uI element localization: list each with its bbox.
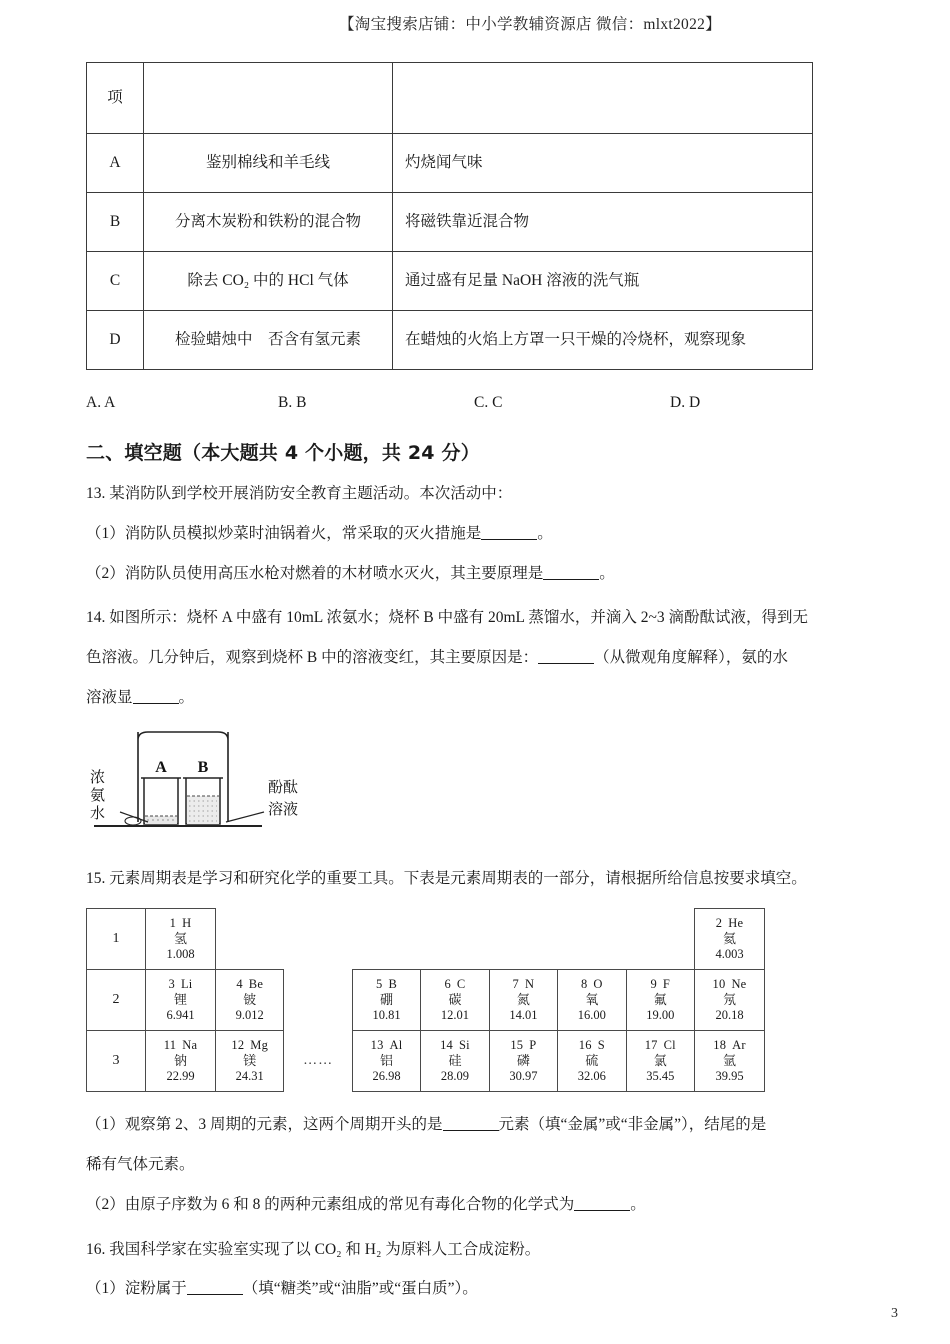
row-key-b: B <box>87 193 144 252</box>
element-cell-c <box>421 970 489 1031</box>
figure-label-right: 酚酞 溶液 <box>268 779 299 818</box>
empty-cell <box>626 909 694 970</box>
element-name-na: 钠 <box>173 1053 187 1069</box>
q14-line3 <box>86 682 872 714</box>
element-symbol-li: Li <box>180 976 193 991</box>
q13-part2-blank[interactable] <box>543 563 599 580</box>
q14-blank-reason[interactable] <box>538 648 594 665</box>
periodic-row-2 <box>87 970 765 1031</box>
element-number-c: 6 <box>444 976 451 991</box>
element-name-ar: 氩 <box>722 1053 736 1069</box>
element-number-be: 4 <box>236 976 243 991</box>
table-header-key: 项 <box>87 63 144 134</box>
periodic-table-ellipsis: …… <box>303 1053 334 1069</box>
empty-cell <box>284 970 352 1031</box>
empty-cell <box>352 909 420 970</box>
element-symbol-be: Be <box>248 976 264 991</box>
q13-part1-period: 。 <box>537 524 553 542</box>
choice-d[interactable]: D. D <box>670 394 701 411</box>
element-symbol-s: S <box>597 1037 605 1052</box>
element-symbol-b: B <box>388 976 398 991</box>
q15-part1-after: 元素（填“金属”或“非金属”），结尾的是 <box>498 1116 767 1134</box>
periodic-row-3 <box>87 1031 765 1092</box>
element-mass-be: 9.012 <box>235 1008 264 1023</box>
element-symbol-h: H <box>182 915 192 930</box>
periodic-table <box>86 908 765 1096</box>
element-symbol-p: P <box>529 1037 537 1052</box>
row-middle-d: 检验蜡烛中 否含有氢元素 <box>144 311 393 370</box>
periodic-row-1 <box>87 909 765 970</box>
row-key-c: C <box>87 252 144 311</box>
element-number-h: 1 <box>169 915 177 930</box>
element-mass-s: 32.06 <box>577 1069 606 1084</box>
element-mass-h: 1.008 <box>166 947 195 962</box>
row-last-d: 在蜡烛的火焰上方罩一只干燥的冷烧杯，观察现象 <box>393 311 813 370</box>
table-header-middle <box>144 63 393 134</box>
element-name-mg: 镁 <box>243 1053 257 1069</box>
element-cell-na <box>146 1031 216 1092</box>
choice-b[interactable]: B. B <box>278 394 307 411</box>
q13-stem: 13. 某消防队到学校开展消防安全教育主题活动。本次活动中： <box>86 485 513 502</box>
q16-part1 <box>86 1273 872 1305</box>
q15-stem: 15. 元素周期表是学习和研究化学的重要工具。下表是元素周期表的一部分，请根据所给信息按要求填空。 <box>86 869 807 887</box>
empty-cell <box>421 909 489 970</box>
element-number-f: 9 <box>650 976 657 991</box>
element-name-f: 氟 <box>653 992 667 1008</box>
q15-blank-metal[interactable] <box>443 1115 499 1132</box>
element-name-li: 锂 <box>173 992 187 1008</box>
element-number-s: 16 <box>578 1037 592 1052</box>
ammonia-diffusion-figure <box>86 730 386 850</box>
element-cell-al <box>352 1031 420 1092</box>
element-symbol-ne: Ne <box>731 976 747 991</box>
q13-part2-text: （2）消防队员使用高压水枪对燃着的木材喷水灭火，其主要原理是 <box>86 564 544 582</box>
element-symbol-cl: Cl <box>663 1037 676 1052</box>
element-cell-ar <box>695 1031 765 1092</box>
element-mass-mg: 24.31 <box>235 1069 264 1084</box>
element-name-cl: 氯 <box>653 1053 667 1069</box>
element-symbol-al: Al <box>389 1037 403 1052</box>
element-cell-cl <box>626 1031 694 1092</box>
empty-cell <box>489 909 557 970</box>
element-number-mg: 12 <box>231 1037 245 1052</box>
element-number-na: 11 <box>163 1037 177 1052</box>
period-label-3: 3 <box>87 1031 146 1092</box>
element-mass-ne: 20.18 <box>715 1008 744 1023</box>
element-cell-o <box>558 970 626 1031</box>
q15-part1-line2: 稀有气体元素。 <box>86 1156 195 1174</box>
q14-line3-before: 溶液显 <box>86 688 133 706</box>
leader-line-right-icon <box>226 812 264 822</box>
element-mass-b: 10.81 <box>372 1008 401 1023</box>
element-symbol-na: Na <box>182 1037 198 1052</box>
element-name-b: 硼 <box>380 992 394 1008</box>
row-middle-b: 分离木炭粉和铁粉的混合物 <box>144 193 393 252</box>
q13-part1-text: （1）消防队员模拟炒菜时油锅着火，常采取的灭火措施是 <box>86 524 482 542</box>
element-symbol-he: He <box>728 915 744 930</box>
element-name-n: 氮 <box>516 992 530 1008</box>
q13-part1-blank[interactable] <box>481 523 537 540</box>
element-mass-ar: 39.95 <box>715 1069 744 1084</box>
element-number-he: 2 <box>715 915 723 930</box>
q14-blank-ph[interactable] <box>133 687 179 704</box>
element-cell-h <box>146 909 216 970</box>
element-mass-c: 12.01 <box>440 1008 470 1023</box>
row-middle-c: 除去 CO₂ 中的 HCl 气体 <box>144 252 393 311</box>
beaker-diagram-svg <box>86 730 386 850</box>
q15-part2-before: （2）由原子序数为 6 和 8 的两种元素组成的常见有毒化合物的化学式为 <box>86 1195 575 1213</box>
element-cell-he <box>695 909 765 970</box>
element-cell-li <box>146 970 216 1031</box>
element-number-n: 7 <box>512 976 519 991</box>
element-symbol-n: N <box>525 976 535 991</box>
q15-part2-after: 。 <box>630 1195 646 1213</box>
empty-cell <box>216 909 284 970</box>
q14-line2 <box>86 642 872 674</box>
element-symbol-si: Si <box>459 1037 470 1052</box>
table-row <box>87 311 813 370</box>
element-cell-s <box>558 1031 626 1092</box>
section-heading: 二、填空题（本大题共 4 个小题，共 24 分） <box>86 442 480 464</box>
beaker-a-label: A <box>155 758 167 776</box>
periodic-table-grid <box>86 908 765 1092</box>
element-name-c: 碳 <box>448 992 462 1008</box>
element-mass-f: 19.00 <box>646 1008 675 1023</box>
q14-line3-after: 。 <box>178 688 195 706</box>
beaker-b-label: B <box>197 758 209 776</box>
q15-part1 <box>86 1109 872 1141</box>
row-key-d: D <box>87 311 144 370</box>
table-header-last <box>393 63 813 134</box>
element-symbol-f: F <box>662 976 671 991</box>
element-name-p: 磷 <box>516 1053 530 1069</box>
element-cell-f <box>626 970 694 1031</box>
row-last-a: 灼烧闻气味 <box>393 134 813 193</box>
element-name-al: 铝 <box>380 1053 394 1069</box>
element-number-al: 13 <box>370 1037 384 1052</box>
row-key-a: A <box>87 134 144 193</box>
q14-line2-after: （从微观角度解释），氨的水 <box>594 649 788 667</box>
q16-stem: 16. 我国科学家在实验室实现了以 CO₂ 和 H₂ 为原料人工合成淀粉。 <box>86 1240 541 1258</box>
q13-part1 <box>86 518 872 550</box>
element-number-li: 3 <box>168 976 175 991</box>
table-row <box>87 193 813 252</box>
element-mass-he: 4.003 <box>715 947 744 962</box>
element-number-o: 8 <box>580 976 588 991</box>
q14-line1: 14. 如图所示：烧杯 A 中盛有 10mL 浓氨水；烧杯 B 中盛有 20mL 蒸馏水，并滴入 2~3 滴酚酞试液，得到无 <box>86 609 808 627</box>
page-content <box>86 62 872 1305</box>
element-number-p: 15 <box>510 1037 524 1052</box>
period-label-1: 1 <box>87 909 146 970</box>
element-mass-cl: 35.45 <box>646 1069 675 1084</box>
option-table <box>86 62 813 370</box>
element-mass-na: 22.99 <box>166 1069 195 1084</box>
q14-line2-before: 色溶液。几分钟后，观察到烧杯 B 中的溶液变红，其主要原因是： <box>86 649 539 667</box>
empty-cell <box>284 909 352 970</box>
row-middle-a: 鉴别棉线和羊毛线 <box>144 134 393 193</box>
header-watermark: 【淘宝搜索店铺：中小学教辅资源店 微信：mlxt2022】 <box>339 16 721 33</box>
element-mass-al: 26.98 <box>372 1069 401 1084</box>
q16-blank-category[interactable] <box>187 1279 243 1296</box>
element-mass-n: 14.01 <box>509 1008 538 1023</box>
element-number-b: 5 <box>376 976 383 991</box>
element-mass-o: 16.00 <box>577 1008 606 1023</box>
element-cell-mg <box>216 1031 284 1092</box>
page-number: 3 <box>891 1306 898 1321</box>
answer-choices <box>86 394 872 418</box>
element-name-o: 氧 <box>585 992 599 1008</box>
element-cell-p <box>489 1031 557 1092</box>
element-number-ne: 10 <box>712 976 726 991</box>
element-name-si: 硅 <box>448 1053 462 1069</box>
row-last-b: 将磁铁靠近混合物 <box>393 193 813 252</box>
element-number-cl: 17 <box>644 1037 658 1052</box>
element-mass-li: 6.941 <box>166 1008 195 1023</box>
row-last-c: 通过盛有足量 NaOH 溶液的洗气瓶 <box>393 252 813 311</box>
q16-part1-after: （填“糖类”或“油脂”或“蛋白质”）。 <box>242 1280 478 1298</box>
q13-part2 <box>86 558 872 590</box>
q13-part2-period: 。 <box>599 564 615 582</box>
element-symbol-o: O <box>593 976 603 991</box>
element-name-he: 氦 <box>722 931 736 947</box>
figure-label-left: 浓 氨 水 <box>90 769 106 822</box>
table-header-row <box>87 63 813 134</box>
element-number-ar: 18 <box>713 1037 727 1052</box>
element-cell-be <box>216 970 284 1031</box>
choice-c[interactable]: C. C <box>474 394 503 411</box>
choice-a[interactable]: A. A <box>86 394 116 411</box>
q15-part2 <box>86 1189 872 1221</box>
element-name-ne: 氖 <box>722 992 736 1008</box>
empty-cell <box>558 909 626 970</box>
element-cell-b <box>352 970 420 1031</box>
q15-part1-before: （1）观察第 2、3 周期的元素，这两个周期开头的是 <box>86 1116 443 1134</box>
element-cell-si <box>421 1031 489 1092</box>
element-symbol-mg: Mg <box>250 1037 269 1052</box>
element-symbol-ar: Ar <box>732 1037 746 1052</box>
element-mass-p: 30.97 <box>509 1069 538 1084</box>
table-row <box>87 134 813 193</box>
period-label-2: 2 <box>87 970 146 1031</box>
element-symbol-c: C <box>456 976 466 991</box>
element-cell-n <box>489 970 557 1031</box>
element-cell-ne <box>695 970 765 1031</box>
q15-blank-formula[interactable] <box>574 1194 630 1211</box>
q16-part1-before: （1）淀粉属于 <box>86 1280 187 1298</box>
element-name-be: 铍 <box>243 992 257 1008</box>
element-name-h: 氢 <box>173 931 187 947</box>
element-name-s: 硫 <box>585 1053 599 1069</box>
table-row <box>87 252 813 311</box>
element-mass-si: 28.09 <box>440 1069 470 1084</box>
element-number-si: 14 <box>440 1037 454 1052</box>
